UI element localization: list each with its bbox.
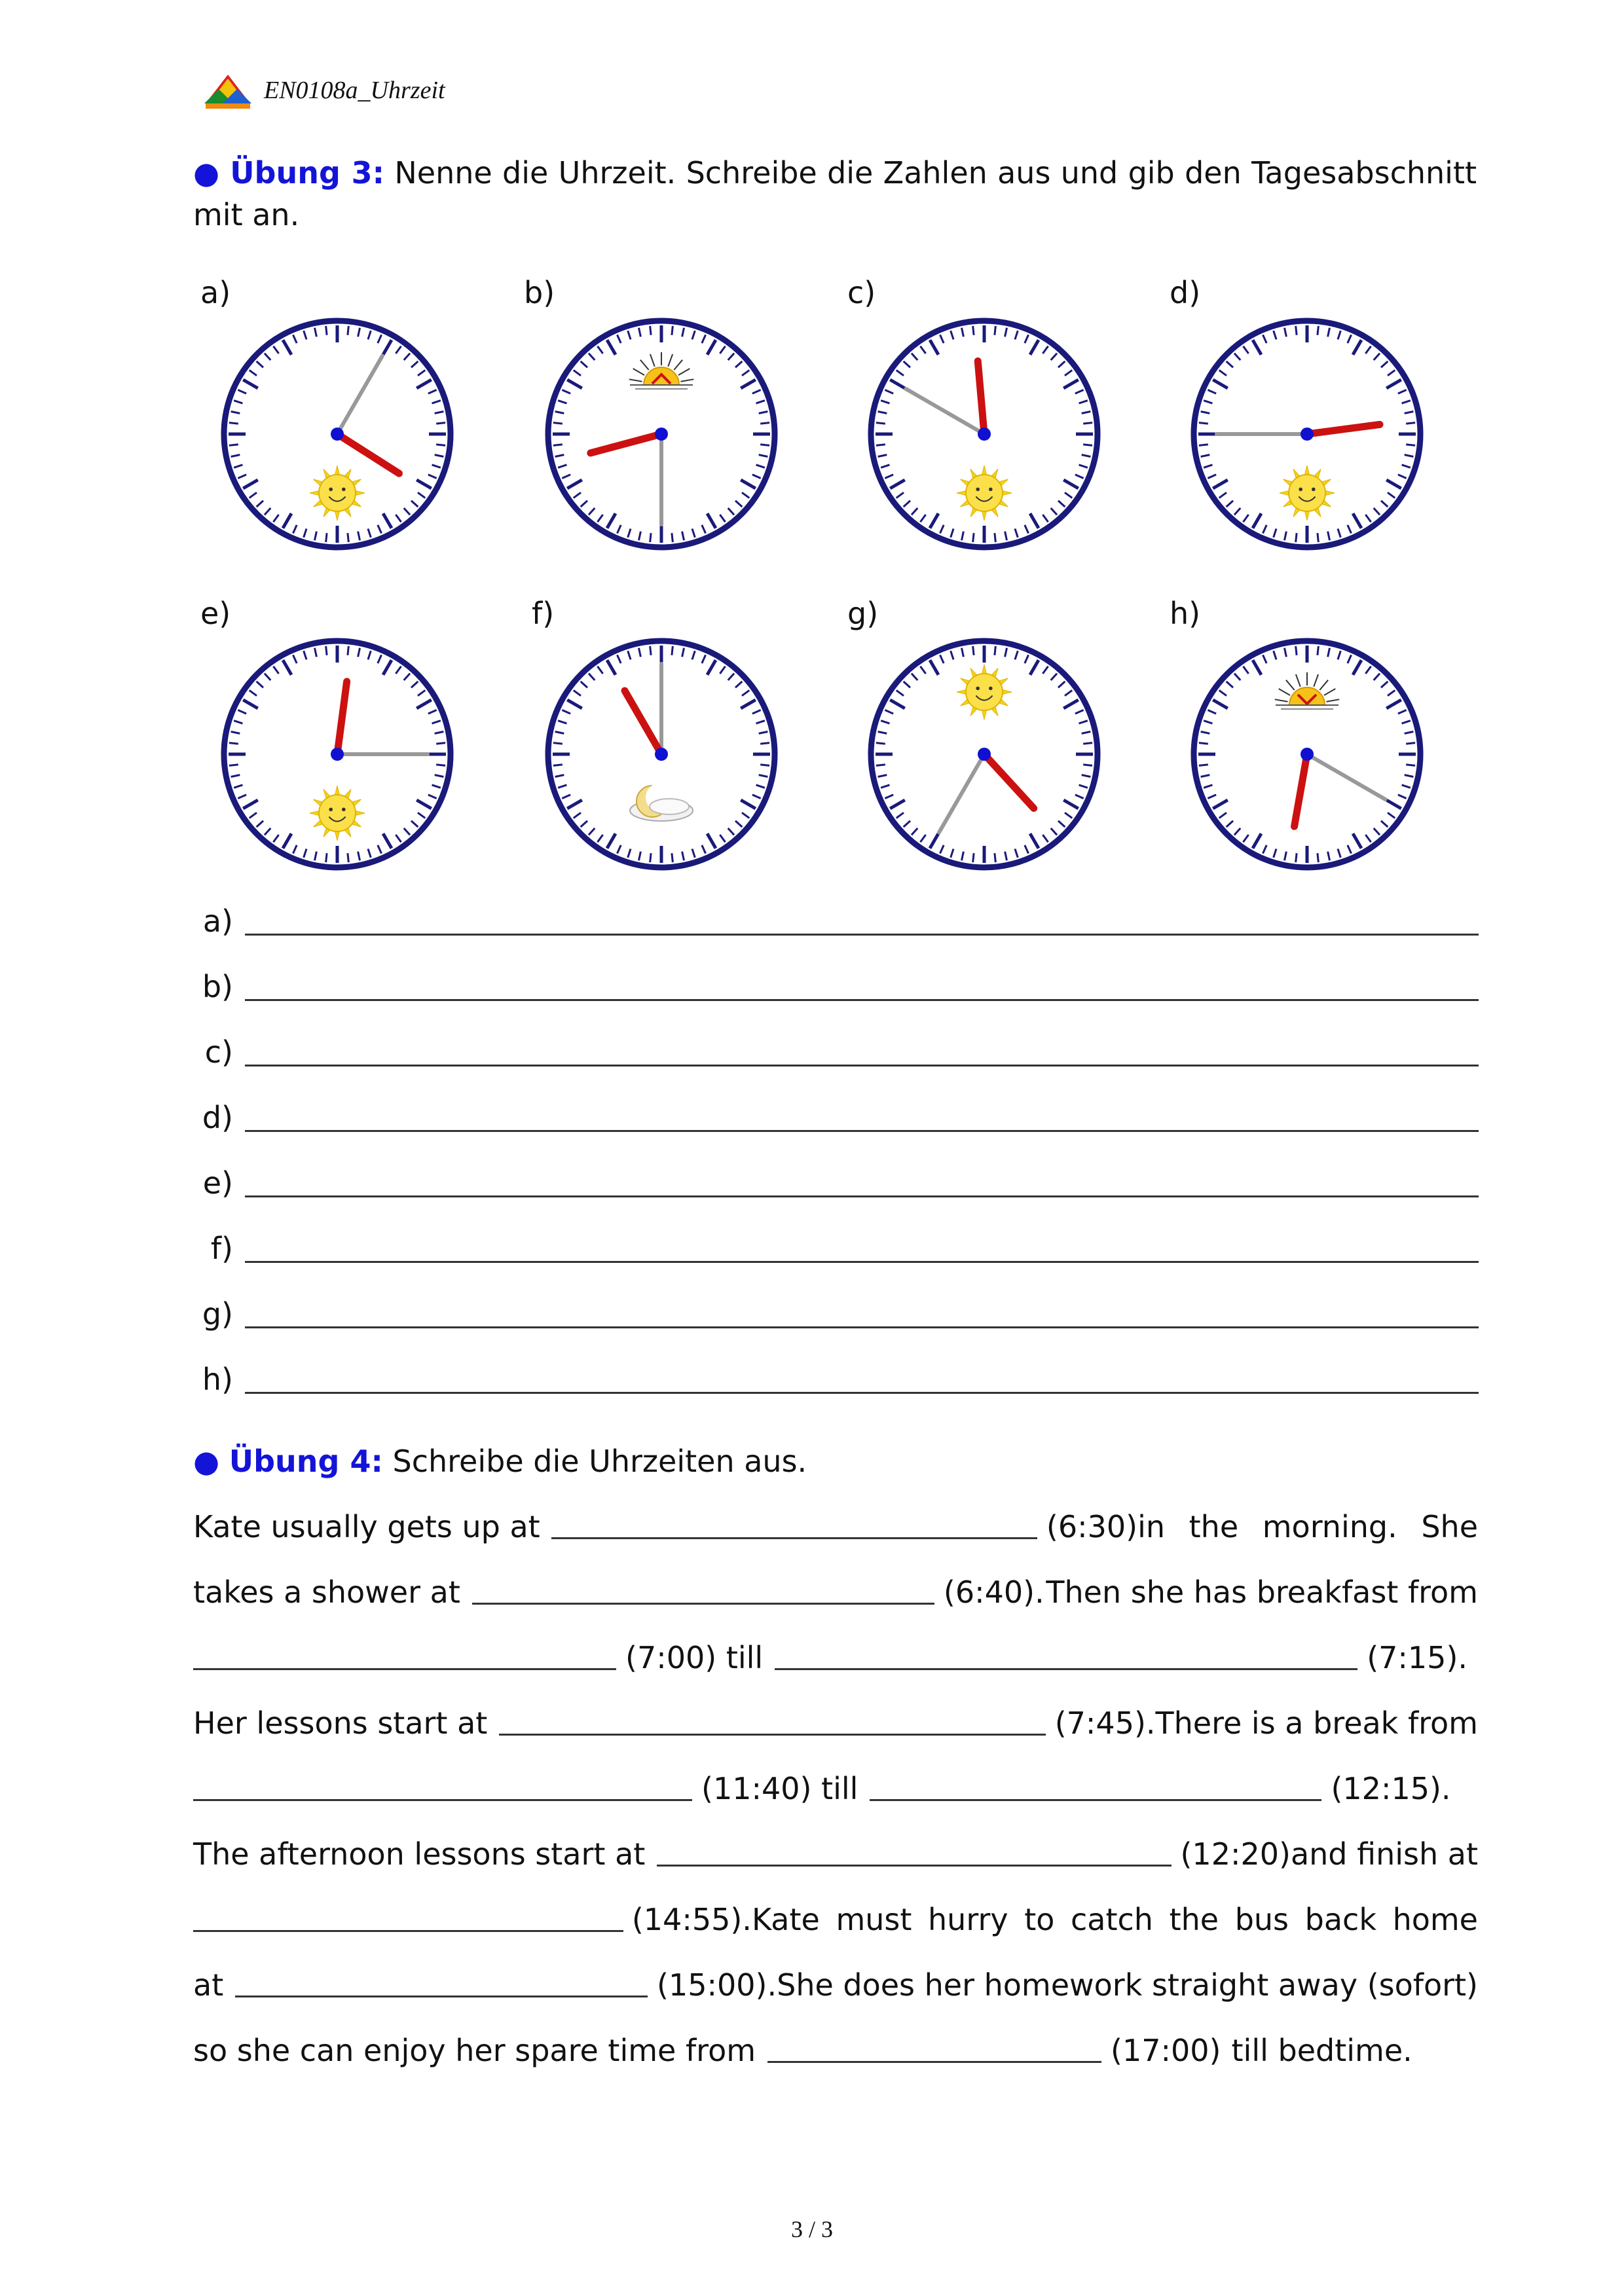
answer-row-c [202,1034,1479,1074]
fill-in-blank[interactable] [472,1571,934,1605]
tick-mark [553,423,563,424]
fill-in-blank[interactable] [499,1702,1046,1736]
time-hint: (7:15). [1367,1640,1468,1675]
tick-mark [672,646,673,655]
answer-row-a [202,903,1479,943]
center-pin [331,748,344,761]
center-pin [655,748,668,761]
answer-row-b [202,969,1479,1008]
fill-in-blank[interactable] [193,1768,692,1801]
center-pin [655,428,668,441]
clock-a [219,316,455,552]
answer-line[interactable] [245,999,1479,1001]
clock-label-f: f) [532,596,555,631]
text-fragment: Kate must hurry to catch the bus back home [751,1902,1478,1937]
center-pin [1301,748,1314,761]
text-fragment: so she can enjoy her spare time from [193,2033,756,2068]
tick-mark [1296,326,1297,335]
center-pin [978,428,991,441]
clock-label-g: g) [847,596,879,631]
tick-mark [1199,423,1208,424]
exercise-4-heading [193,1440,807,1482]
exercise-3-heading [193,152,1477,236]
fill-in-blank[interactable] [870,1768,1321,1801]
fill-in-blank[interactable] [193,1899,623,1932]
answer-label: c) [204,1034,233,1070]
tick-mark [650,646,651,655]
clock-e [219,636,455,872]
tick-mark [229,743,238,744]
publisher-logo-icon [204,73,251,110]
tick-mark [973,646,974,655]
tick-mark [229,423,238,424]
center-pin [331,428,344,441]
text-fragment: She does her homework straight away (sofort) [777,1967,1478,2003]
tick-mark [672,326,673,335]
text-fragment: till bedtime. [1231,2033,1412,2068]
answer-line[interactable] [245,1392,1479,1394]
tick-mark [876,743,885,744]
time-hint: (11:40) till [701,1771,858,1806]
time-hint: (12:20) [1180,1836,1291,1872]
document-title: EN0108a_Uhrzeit [264,77,445,104]
answer-label: g) [202,1296,233,1332]
time-hint: (6:40). [943,1575,1044,1610]
tick-mark [650,853,651,862]
time-hint: (15:00). [657,1967,777,2003]
tick-mark [1083,423,1092,424]
exercise-4-label: Übung 4: [229,1444,383,1479]
clock-label-b: b) [524,275,555,310]
text-fragment: at [193,1967,224,2003]
tick-mark [650,533,651,542]
clock-label-c: c) [847,275,876,310]
tick-mark [973,533,974,542]
answer-row-h [202,1362,1479,1401]
tick-mark [436,743,445,744]
fill-in-blank[interactable] [235,1964,648,1997]
bullet: ● [193,1444,220,1479]
exercise-4-instruction: Schreibe die Uhrzeiten aus. [392,1444,807,1479]
time-hint: (12:15). [1331,1771,1451,1806]
answer-label: d) [202,1100,233,1135]
text-line-5 [193,1768,1478,1810]
fill-in-blank[interactable] [775,1637,1357,1670]
text-line-3 [193,1637,1478,1679]
tick-mark [1296,853,1297,862]
text-fragment: There is a break from [1155,1705,1478,1741]
exercise-3-label: Übung 3: [230,155,385,191]
fill-in-blank[interactable] [551,1506,1037,1539]
tick-mark [1199,743,1208,744]
tick-mark [1296,533,1297,542]
time-hint: (14:55). [631,1902,752,1937]
answer-line[interactable] [245,1130,1479,1132]
answer-label: a) [202,903,233,939]
fill-in-blank[interactable] [657,1833,1171,1867]
tick-mark [672,533,673,542]
answer-line[interactable] [245,934,1479,936]
text-fragment: and finish at [1290,1836,1478,1872]
time-hint: (6:30) [1046,1509,1138,1544]
tick-mark [553,743,563,744]
time-hint: (7:00) till [625,1640,764,1675]
answer-line[interactable] [245,1195,1479,1197]
tick-mark [1296,646,1297,655]
center-pin [978,748,991,761]
fill-in-blank[interactable] [193,1637,616,1670]
tick-mark [760,423,769,424]
clock-g [866,636,1102,872]
tick-mark [650,326,651,335]
clock-label-a: a) [200,275,231,310]
tick-mark [326,326,327,335]
answer-label: h) [202,1362,233,1397]
clock-label-d: d) [1170,275,1201,310]
tick-mark [1406,743,1415,744]
tick-mark [973,853,974,862]
clock-h [1189,636,1425,872]
page-number: 3 / 3 [790,2216,833,2242]
clock-f [544,636,779,872]
answer-line[interactable] [245,1326,1479,1328]
tick-mark [1083,743,1092,744]
text-fragment: The afternoon lessons start at [193,1836,646,1872]
answer-row-e [202,1165,1479,1205]
text-line-9 [193,2030,1478,2071]
tick-mark [876,423,885,424]
answer-label: b) [202,969,233,1004]
clock-c [866,316,1102,552]
clock-d [1189,316,1425,552]
text-fragment: Her lessons start at [193,1705,488,1741]
tick-mark [326,853,327,862]
text-line-8 [193,1964,1478,2006]
answer-line[interactable] [245,1065,1479,1066]
tick-mark [672,853,673,862]
answer-line[interactable] [245,1261,1479,1263]
text-fragment: Then she has breakfast from [1046,1575,1478,1610]
text-fragment: takes a shower at [193,1575,460,1610]
tick-mark [436,423,445,424]
text-line-7 [193,1899,1478,1941]
clock-label-h: h) [1170,596,1201,631]
clock-b [544,316,779,552]
text-line-2 [193,1571,1478,1613]
text-line-4 [193,1702,1478,1744]
answer-label: f) [210,1231,233,1266]
tick-mark [326,646,327,655]
fill-in-blank[interactable] [767,2030,1101,2063]
answer-label: e) [202,1165,233,1201]
time-hint: (17:00) [1111,2033,1221,2068]
tick-mark [1406,423,1415,424]
text-line-6 [193,1833,1478,1875]
tick-mark [760,743,769,744]
text-fragment: Kate usually gets up at [193,1509,540,1544]
exercise-3-instruction: Nenne die Uhrzeit. Schreibe die Zahlen aus und gib den Tagesabschnitt mit an. [193,155,1477,232]
bullet: ● [193,155,220,191]
text-fragment: in the morning. She [1137,1509,1478,1544]
clock-label-e: e) [200,596,231,631]
tick-mark [326,533,327,542]
center-pin [1301,428,1314,441]
answer-row-g [202,1296,1479,1336]
answer-row-f [202,1231,1479,1270]
text-line-1 [193,1506,1478,1548]
time-hint: (7:45). [1054,1705,1156,1741]
tick-mark [973,326,974,335]
answer-row-d [202,1100,1479,1139]
